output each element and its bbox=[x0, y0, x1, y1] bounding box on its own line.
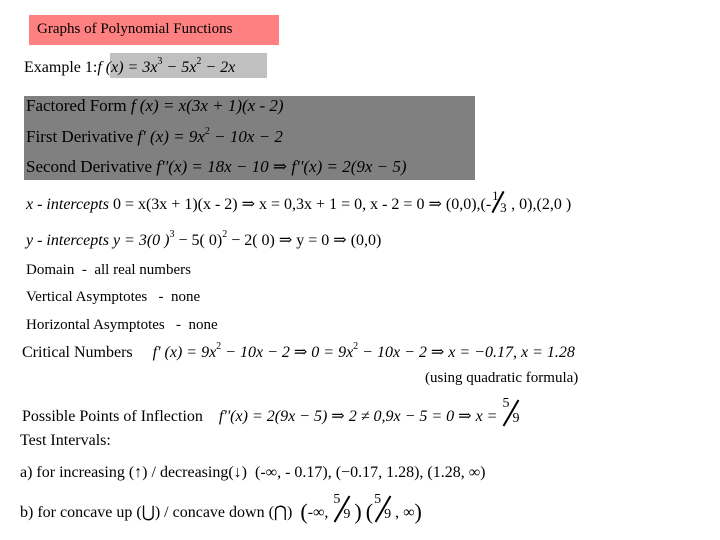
y-intercepts-label: y - intercepts bbox=[26, 232, 113, 249]
example-line: Example 1:f $(x) = 3x^3 - 5x^2 - 2x$ bbox=[24, 56, 236, 76]
quadratic-note: (using quadratic formula) bbox=[425, 370, 579, 386]
one-third-fraction: 1 3 bbox=[492, 188, 507, 215]
five-ninths-fraction: 5 9 bbox=[502, 396, 520, 426]
test-intervals-heading: Test Intervals: bbox=[20, 432, 111, 449]
title-box bbox=[29, 15, 279, 45]
inflection-expr: f''(x) = 2(9x − 5) ⇒ 2 ≠ 0,9x − 5 = 0 ⇒ x = bbox=[218, 408, 498, 425]
critical-numbers-line: Critical Numbers f' $(x) = 9x^2 - 10x - 2$ ⇒ $0 = 9x^2 - 10x - 2$ ⇒ x = −0.17, x = 1.28 bbox=[22, 341, 575, 361]
first-derivative-label: First Derivative bbox=[26, 127, 138, 146]
x-intercepts-label: x - intercepts bbox=[26, 196, 113, 213]
vertical-asymptotes-value: none bbox=[170, 289, 201, 305]
domain-line: Domain - all real numbers bbox=[26, 262, 191, 278]
horizontal-asymptotes-line: Horizontal Asymptotes - none bbox=[26, 317, 218, 333]
concave-label: b) for concave up (⋃) / concave down (⋂) bbox=[20, 504, 293, 521]
first-derivative-line: First Derivative f' $(x) = 9x^2 - 10x - 2$ bbox=[26, 126, 283, 146]
second-derivative-expr: f''(x) = 18x − 10 ⇒ f''(x) = 2(9x − 5) bbox=[156, 157, 407, 176]
increasing-intervals: (-∞, - 0.17), (−0.17, 1.28), (1.28, ∞) bbox=[255, 464, 486, 481]
horizontal-asymptotes-label: Horizontal Asymptotes bbox=[26, 317, 165, 333]
factored-form-line bbox=[26, 96, 284, 116]
second-derivative-line bbox=[26, 157, 407, 177]
factored-form-label: Factored Form bbox=[26, 96, 131, 115]
domain-value: all real numbers bbox=[94, 262, 191, 278]
horizontal-asymptotes-value: none bbox=[188, 317, 218, 333]
inflection-label: Possible Points of Inflection bbox=[22, 408, 203, 425]
x-intercepts-line: x - intercepts 0 = x(3x + 1)(x - 2) ⇒ x = 0,3x + 1 = 0, x - 2 = 0 ⇒ (0,0),(- 1 3 , 0),(2,0 ) bbox=[26, 188, 572, 215]
concave-line: b) for concave up (⋃) / concave down (⋂) (-∞, 5 9 ) ( 5 9 , ∞) bbox=[20, 492, 422, 524]
increasing-line bbox=[20, 464, 485, 482]
concave-five-ninths-1: 5 9 bbox=[333, 492, 351, 522]
vertical-asymptotes-line: Vertical Asymptotes - none bbox=[26, 289, 201, 305]
example-function: f (x) = 3x bbox=[97, 59, 158, 76]
factored-form-expr: f (x) = x(3x + 1)(x - 2) bbox=[130, 96, 284, 115]
increasing-label: a) for increasing (↑) / decreasing(↓) bbox=[20, 464, 247, 481]
example-label: Example 1: bbox=[24, 59, 98, 76]
concave-five-ninths-2: 5 9 bbox=[374, 492, 392, 522]
critical-numbers-label: Critical Numbers bbox=[22, 344, 133, 361]
page-title: Graphs of Polynomial Functions bbox=[37, 21, 233, 37]
inflection-line bbox=[22, 396, 523, 428]
second-derivative-label: Second Derivative bbox=[26, 157, 157, 176]
y-intercepts-line: y - intercepts y = 3(0 )$^3$ − 5( 0)$^2$ − 2( 0) ⇒ y = 0 ⇒ (0,0) bbox=[26, 229, 382, 249]
domain-label: Domain bbox=[26, 262, 75, 278]
vertical-asymptotes-label: Vertical Asymptotes bbox=[26, 289, 148, 305]
